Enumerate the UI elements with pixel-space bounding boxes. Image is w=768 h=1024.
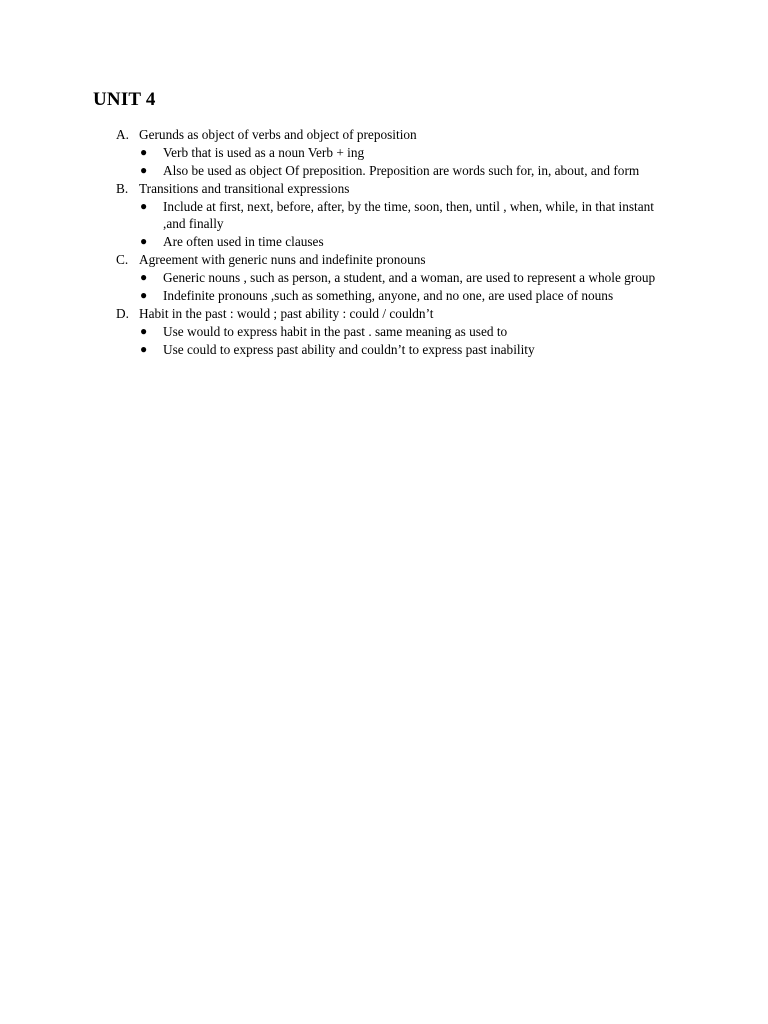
list-item xyxy=(116,287,676,304)
bullet-icon: ● xyxy=(140,145,148,159)
section-heading xyxy=(116,126,676,143)
bullet-text: Verb that is used as a noun Verb + ing xyxy=(163,145,365,160)
bullet-text: Use could to express past ability and couldn’t to express past inability xyxy=(163,342,535,357)
list-item xyxy=(116,341,676,358)
list-item xyxy=(116,198,676,232)
section-c xyxy=(116,251,676,304)
section-heading xyxy=(116,305,676,322)
section-letter: B. xyxy=(116,181,129,196)
bullet-text: Generic nouns , such as person, a student, and a woman, are used to represent a whole group xyxy=(163,270,656,285)
section-letter: D. xyxy=(116,306,129,321)
section-heading-text: Habit in the past : would ; past ability : could / couldn’t xyxy=(139,306,434,321)
section-heading-text: Gerunds as object of verbs and object of preposition xyxy=(139,127,417,142)
page-title: UNIT 4 xyxy=(93,89,156,110)
section-letter: A. xyxy=(116,127,129,142)
list-item xyxy=(116,323,676,340)
bullet-list xyxy=(116,144,676,179)
bullet-list xyxy=(116,198,676,250)
section-d xyxy=(116,305,676,358)
bullet-icon: ● xyxy=(140,270,148,284)
bullet-icon: ● xyxy=(140,288,148,302)
section-heading-text: Agreement with generic nuns and indefinite pronouns xyxy=(139,252,426,267)
section-letter: C. xyxy=(116,252,129,267)
bullet-icon: ● xyxy=(140,342,148,356)
list-item xyxy=(116,269,676,286)
section-heading xyxy=(116,180,676,197)
list-item xyxy=(116,233,676,250)
section-list xyxy=(116,126,676,359)
bullet-icon: ● xyxy=(140,324,148,338)
section-b xyxy=(116,180,676,250)
bullet-icon: ● xyxy=(140,199,148,213)
bullet-text: Are often used in time clauses xyxy=(163,234,324,249)
bullet-list xyxy=(116,323,676,358)
bullet-list xyxy=(116,269,676,304)
bullet-text: Indefinite pronouns ,such as something, anyone, and no one, are used place of nouns xyxy=(163,288,614,303)
bullet-icon: ● xyxy=(140,163,148,177)
bullet-text: Use would to express habit in the past . same meaning as used to xyxy=(163,324,508,339)
section-heading xyxy=(116,251,676,268)
list-item xyxy=(116,144,676,161)
bullet-text: Include at first, next, before, after, by the time, soon, then, until , when, while, in that instant ,and finally xyxy=(163,199,654,231)
section-heading-text: Transitions and transitional expressions xyxy=(139,181,350,196)
bullet-text: Also be used as object Of preposition. Preposition are words such for, in, about, and form xyxy=(163,163,640,178)
list-item xyxy=(116,162,676,179)
section-a xyxy=(116,126,676,179)
bullet-icon: ● xyxy=(140,234,148,248)
